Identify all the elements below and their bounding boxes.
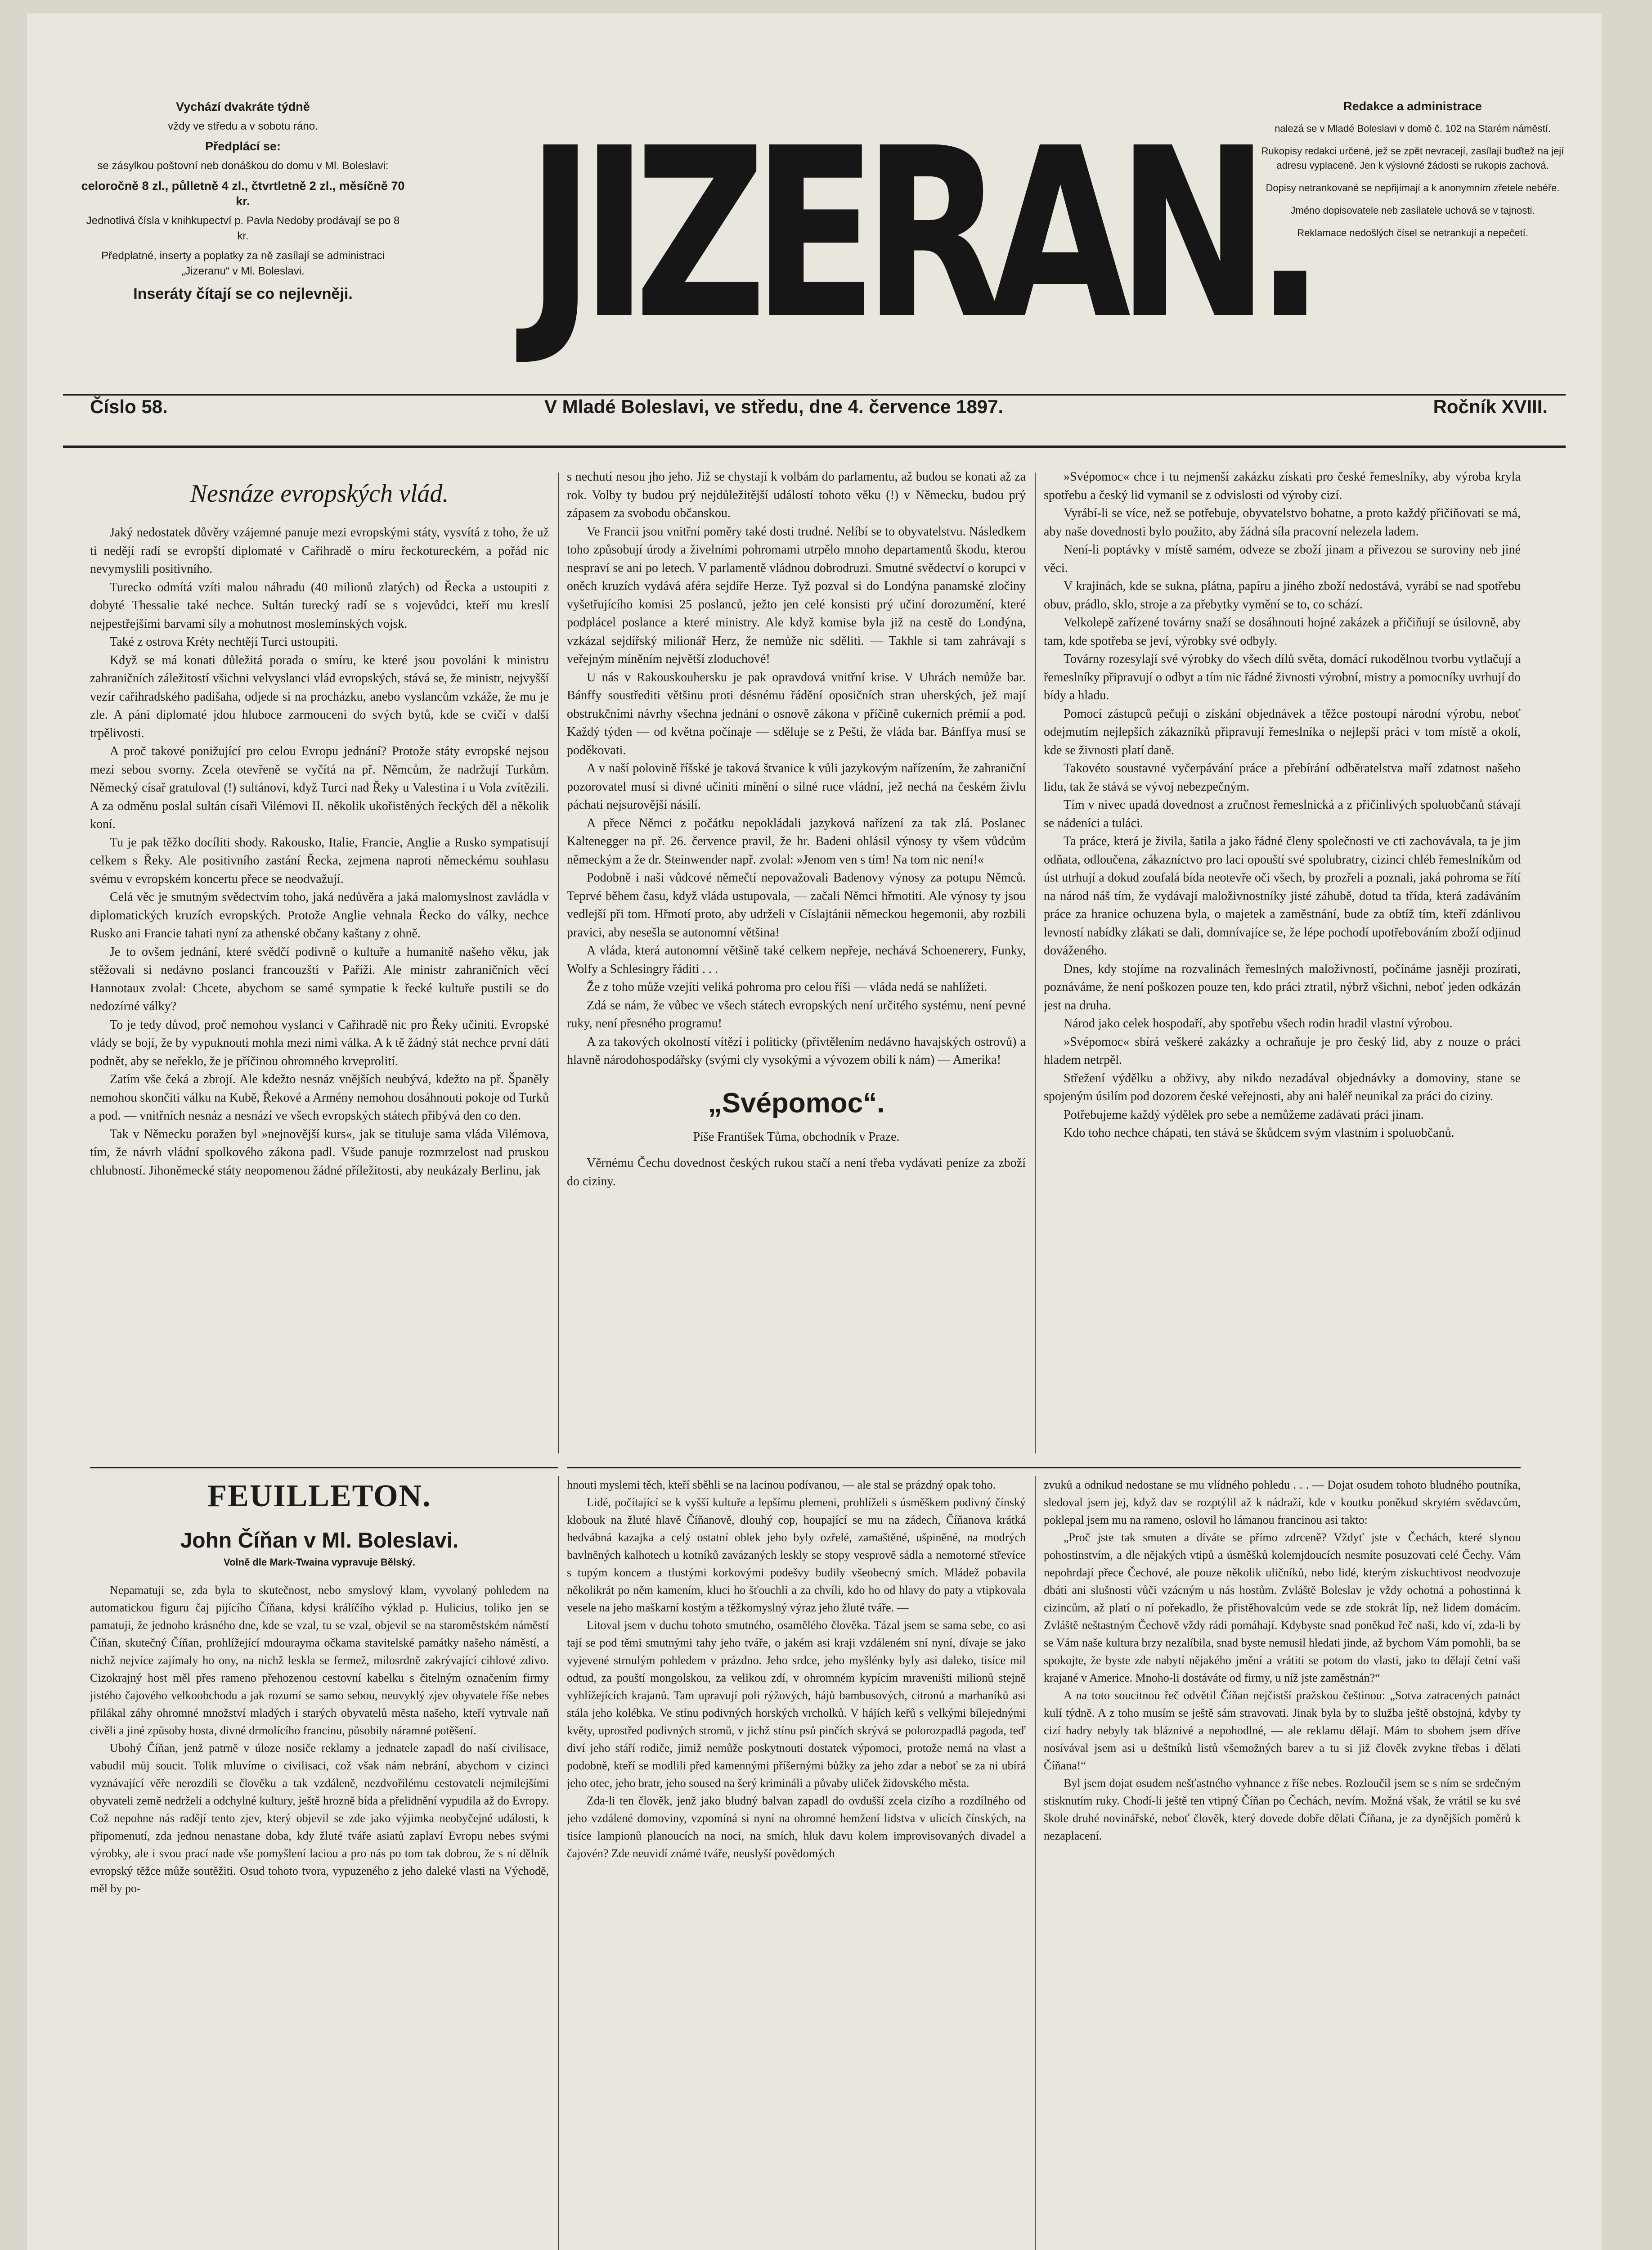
paragraph: Takovéto soustavné vyčerpávání práce a přebírání odběratelstva maří zdatnost našeho lidu, tak že stává se vývoj nebezpečným. (1044, 761, 1521, 794)
paragraph: Tu je pak těžko docíliti shody. Rakousko, Italie, Francie, Anglie a Rusko sympatisují celkem s Řeky. Ale positivního zastání Řecka, zejmena naproti německému souhlasu svému v evropském koncertu přece se neodvažují. (90, 835, 549, 886)
feuilleton-subtitle: Volně dle Mark-Twaina vypravuje Bělský. (224, 1557, 415, 1568)
paragraph: Lidé, počítající se k vyšší kultuře a lepšímu plemeni, prohlíželi s úsměškem podivný čínský klobouk na žluté hlavě Číňanově, dlouhý cop, houpající se mu na zádech, Číňanova krátká hedvábná kazajka a celý ostatní oblek jeho byly ozřelé, zamaštěné, ušpiněné, na modrých bavlněných kalhotech u kotníků zavázaných leskly se stopy vesprově sádla a nemotorné střevíce s tupým koncem a tlustými korkovými podešvy budily všeobecný smích. Mládež pobavila několikrát po něm kamením, kluci ho šťouchli a za chvíli, kdo ho od hlavy do paty a vtipkovala vesele na jeho maškarní kostým a těžkomyslný výraz jeho žluté tváře. — (567, 1496, 1026, 1614)
paragraph: Zdá se nám, že vůbec ve všech státech evropských není určitého systému, není pevné ruky, není přesného programu! (567, 998, 1026, 1030)
letters-info: Dopisy netrankované se nepřijímají a k anonymním zřetele nebéře. (1266, 182, 1560, 194)
paragraph: V krajinách, kde se sukna, plátna, papíru a jiného zboží nedostává, vyrábí se nad spotřebu obuv, prádlo, sklo, stroje a za přebytky vymění se to, co schází. (1044, 579, 1521, 612)
article-column-1 (90, 468, 549, 1440)
paragraph: „Proč jste tak smuten a díváte se přímo zdrceně? Vždyť jste v Čechách, které slynou pohostinstvím, a dle nějakých vtipů a úsměšků kolemjdoucích nesmíte posuzovati celé Čechy. Vám nepohrdají přece Čechové, ale pouze několik uličníků, nebo lidé, kterým ziskuchtivost neodvozuje dbáti ani slušnosti vůči vzácným u nás hostům. Zvláště Boleslav je vždy ochotná a pohostinná k cizincům, až platí o ní pořekadlo, že přistěhovalcům vede se zde stokrát líp, než lidem domácím. Zvláště neštastným Čechově vždy rádi pomáhají. Kdybyste snad poněkud řeč naši, kdo ví, zda-li by se Vám naše kultura brzy nezalíbila, snad byste nemusil hledati jinde, až bychom Vám pomohli, ba se spokojte, že byste zde nabytí nějakého jmění a vrátiti se potom do vlasti, jako to dělají četní vaši krajané v Americe. Mnoho-li dostáváte od firmy, u níž jste zaměstnán?“ (1044, 1531, 1521, 1684)
feuilleton-heading: FEUILLETON. (207, 1479, 431, 1513)
complaints-info: Reklamace nedošlých čísel se netrankují a nepečetí. (1297, 227, 1528, 238)
paragraph: Tím v nivec upadá dovednost a zručnost řemeslnická a z přičinlivých spoluobčanů stávají se nádeníci a tuláci. (1044, 798, 1521, 830)
newspaper-title: JIZERAN. (526, 98, 1311, 370)
dateline (90, 396, 1548, 423)
feuilleton-title: John Číňan v Ml. Boleslavi. (180, 1529, 459, 1552)
editorial-info (1251, 99, 1575, 248)
paragraph: Když se má konati důležitá porada o smíru, ke které jsou povoláni k ministru zahraničních záležitostí všichni velvyslanci vlád evropských, stává se, že ministr, nejvyšší vezír cařihradského padišaha, odjede si na procházku, anebo vyslancům vzkáže, že mu je zle. A páni diplomaté jdou hluboce zarmouceni do svých bytů, kde se cvičí v další trpělivosti. (90, 653, 549, 740)
feuilleton-column-3 (1044, 1476, 1521, 2250)
paragraph: Vyrábí-li se více, než se potřebuje, obyvatelstvo bohatne, a proto každý přičiňovati se má, aby naše dovednosti bylo použito, aby žádná síla pracovní nelezela ladem. (1044, 506, 1521, 539)
manuscripts-info: Rukopisy redakci určené, jež se zpět nevracejí, zasílají buďtež na její adresu vyplaceně. Jen k výslovné žádosti se rukopis zachová. (1261, 145, 1564, 171)
paragraph: Továrny rozesylají své výrobky do všech dílů světa, domácí rukodělnou tvorbu vytlačují a řemeslníky připravují o odbyt a tím nic řádné živnosti výrobní, mistry a pomocníky uvrhují do bídy a hladu. (1044, 652, 1521, 702)
paragraph: Střežení výdělku a obživy, aby nikdo nezadával objednávky a domoviny, stane se spojeným úsilím pod dozorem české veřejnosti, aby ani haléř neunikal za práci do ciziny. (1044, 1071, 1521, 1103)
paragraph: Věrnému Čechu dovednost českých rukou stačí a není třeba vydávati peníze za zboží do ciziny. (567, 1156, 1026, 1188)
feuilleton-column-2 (567, 1476, 1026, 2250)
column-divider (558, 472, 559, 1454)
ads-info: Inseráty čítají se co nejlevněji. (133, 285, 353, 302)
column-divider (558, 1476, 559, 2250)
paragraph: »Svépomoc« chce i tu nejmenší zakázku získati pro české řemeslníky, aby výroba kryla spotřebu a český lid vymanil se z odvislosti od výroby cizí. (1044, 470, 1521, 502)
paragraph: Podobně i naši vůdcové němečtí nepovažovali Badenovy výnosy za potupu Němců. Teprvé během času, když vláda ustupovala, — začali Němci hřmotiti. Ale výnosy ty jsou vedlejší při tom. Hřmotí proto, aby udrželi v Císlajtánii německou hegemonii, aby rozbili pravici, aby nesešla se autonomní většina! (567, 871, 1026, 940)
article-column-3 (1044, 468, 1521, 1458)
paragraph: A přece Němci z počátku nepokládali jazyková nařízení za tak zlá. Poslanec Kaltenegger na př. 26. července pravil, že hr. Badeni ohlásil výnosy ty všem vůdcům německým a že dr. Steinwender např. zvolal: »Jenom ven s tím! Na tom nic není!« (567, 816, 1026, 867)
paragraph: Není-li poptávky v místě samém, odveze se zboží jinam a přivezou se suroviny neb jiné věci. (1044, 543, 1521, 575)
paragraph: Byl jsem dojat osudem nešťastného vyhnance z říše nebes. Rozloučil jsem se s ním se srdečným stisknutím ruky. Chodí-li ještě ten vtipný Číňan po Čechách, nevím. Možná však, že vrátil se ku své škole druhé novinářské, neboť člověk, který dovede dobře dělati Číňana, je za dynějších poměrů k nezaplacení. (1044, 1777, 1521, 1842)
paragraph: Je to ovšem jednání, které svědčí podivně o kultuře a humanitě našeho věku, jak stěžovali si nedávno poslanci francouzští v Paříži. Ale ministr zahraničních věcí Hannotaux zvolal: Chcete, abychom se samé sympatie k řecké kultuře pustili se do nedozírné války? (90, 945, 549, 1013)
paragraph: Národ jako celek hospodaří, aby spotřebu všech rodin hradil vlastní výrobou. (1064, 1017, 1453, 1030)
editorial-heading: Redakce a administrace (1343, 99, 1482, 113)
paragraph: Jaký nedostatek důvěry vzájemné panuje mezi evropskými státy, vysvítá z toho, že už ti nedějí radí se evropští diplomaté v Cařihradě o míru řeckotureckém, a pořád nic nevymyslili positivního. (90, 526, 549, 576)
feuilleton-column-1 (90, 1476, 549, 2250)
payment-info: Předplatné, inserty a poplatky za ně zasílají se administraci „Jizeranu“ v Ml. Boleslavi. (101, 250, 385, 277)
single-copy-info: Jednotlivá čísla v knihkupectví p. Pavla Nedoby prodávají se po 8 kr. (86, 215, 400, 242)
paragraph: Velkolepě zařízené továrny snaží se dosáhnouti hojné zakázek a přičiňují se úsilovně, aby tam, kde spotřeba se jeví, výrobky své odbyly. (1044, 616, 1521, 648)
paragraph: Kdo toho nechce chápati, ten stává se škůdcem svým vlastním i spoluobčanů. (1064, 1126, 1454, 1140)
paragraph: Nepamatuji se, zda byla to skutečnost, nebo smyslový klam, vyvolaný pohledem na automatickou figuru čaj pijícího Číňana, kdysi králíčího výklad p. Hulicius, toliko jen se pamatuji, že jednoho krásného dne, kde se vzal, tu se vzal, objevil se na staroměstském náměstí Číňan, skutečný Číňan, prohlížející mdourayma očkama stavitelské památky našeho náměstí, a nichž nejvíce zajímaly ho ony, na nichž leskla se fermež, milosrdně zakrývající cihlové zdivo. Cizokrajný host měl přes rameno přehozenou cestovní kabelku s čitelným označením firmy jistého čajového velkoobchodu a jak rozumí se samo sebou, neuvyklý zjev obyvatele říše nebes přilákal záhy ohromné množství mladých i starých obyvatelů města našeho, kteří vytrvale naň civěli a jiné způsoby hosta, divné drmolícího francinu, působily náramné potěšení. (90, 1584, 549, 1737)
paragraph: hnouti myslemi těch, kteří sběhli se na lacinou podívanou, — ale stal se prázdný opak toho. (567, 1478, 996, 1491)
subscription-delivery: se zásylkou poštovní neb donáškou do domu v Ml. Boleslavi: (97, 160, 389, 172)
masthead-rule-bottom (63, 446, 1566, 448)
svepomoc-byline: Píše František Tůma, obchodník v Praze. (693, 1130, 900, 1144)
paragraph: Také z ostrova Kréty nechtějí Turci ustoupiti. (110, 635, 338, 649)
issue-days: vždy ve středu a v sobotu ráno. (168, 120, 318, 132)
paragraph: A na toto soucitnou řeč odvětil Číňan nejčistší pražskou češtinou: „Sotva zatracených patnáct kulí týdně. A z toho musím se ještě sám stravovati. Jinak byla by to služba ještě obstojná, kdyby ty cizí hadry nebyly tak bláznivé a nepohodlné, — ale reklamu dělají. Mám to sbohem jsem dříve nosívával jsem asi u deštníků listů všemožných barev a tu si již člověk zvykne třebas i dělati Číňana!“ (1044, 1689, 1521, 1772)
paragraph: Ta práce, která je živila, šatila a jako řádné členy společnosti ve cti zachovávala, ta je jim odňata, odloučena, zákazníctvo pro laci opouští své spolubratry, cizinci chléb řemeslníkům od úst utrhují a dokud zoufalá bída neotevře oči všech, by prozřeli a poznali, jaká pohroma se řítí na národ náš tím, že vydávají maloživnostníky jisté záhubě, dotud ta třída, která zadáváním práce za hranice ochuzena byla, o majetek a zaměstnání, bude za obtíž tím, kteří zdánlivou levností nabídky zlákati se dali, domnívajíce se, že lépe pochodí upotřebováním zboží odjinud dováženého. (1044, 834, 1521, 958)
paragraph: A za takových okolností vítězí i politicky (přivtělením nedávno havajských ostrovů) a hlavně národohospodářsky (svými cly vysokými a vývozem obilí k nám) — Amerika! (567, 1035, 1026, 1067)
article-column-2 (567, 468, 1026, 1458)
anonymity-info: Jméno dopisovatele neb zasílatele uchová se v tajnosti. (1290, 205, 1535, 216)
paragraph: To je tedy důvod, proč nemohou vyslanci v Cařihradě nic pro Řeky učiniti. Evropské vlády se bojí, že by vypuknouti mohla mezi nimi válka. A k tě žádný stát nechce první dáti podnět, aby se neřeklo, že je příčinou ohromného krveprolití. (90, 1017, 549, 1068)
column-divider (1035, 472, 1036, 1454)
editorial-address: nalezá se v Mladé Boleslavi v domě č. 102 na Starém náměstí. (1275, 123, 1551, 134)
masthead (54, 81, 1593, 396)
paragraph: Zatím vše čeká a zbrojí. Ale kdežto nesnáz vnějších neubývá, kdežto na př. Španěly nemohou skončiti válku na Kubě, Řekové a Armény nemohou dosáhnouti pokoje od Turků a pod. — vnitřních nesnáz a nesnází ve všech evropských státech přibývá den co den. (90, 1072, 549, 1123)
feuilleton-rule (90, 1467, 558, 1468)
paragraph: A v naší polovině říšské je taková štvanice k vůli jazykovým nařízením, že zahraniční pozorovatel musí si divné učiniti mínění o silné ruce vládní, jež nechá na českém živlu páchati nejsurovější násilí. (567, 761, 1026, 812)
subscription-prices: celoročně 8 zl., půlletně 4 zl., čtvrtletně 2 zl., měsíčně 70 kr. (81, 179, 405, 208)
issue-number: Číslo 58. (90, 396, 168, 417)
paragraph: Dnes, kdy stojíme na rozvalinách řemeslných maloživností, počínáme jasněji prozírati, poznáváme, že není poškozen pouze ten, kdo práci ztratil, nýbrž všichni, neboť jeden odkázán jest na druha. (1044, 962, 1521, 1012)
feuilleton-rule (567, 1467, 1521, 1468)
paragraph: »Svépomoc« sbírá veškeré zakázky a ochraňuje je pro český lid, aby z nouze o práci hladem netrpěl. (1044, 1035, 1521, 1067)
svepomoc-title: „Svépomoc“. (708, 1087, 885, 1119)
newspaper-page (27, 14, 1602, 2250)
column-divider (1035, 1476, 1036, 2250)
paragraph: s nechutí nesou jho jeho. Již se chystají k volbám do parlamentu, až budou se konati až za rok. Volby ty budou prý nejdůležitější událostí tohoto věku (!) v Německu, budou prý zápasem za svobodu občanskou. (567, 470, 1026, 520)
masthead-rule-top (63, 394, 1566, 396)
paragraph: Turecko odmítá vzíti malou náhradu (40 milionů zlatých) od Řecka a ustoupiti z dobyté Thessalie také nechce. Sultán turecký radí se s vojevůdci, kteří mu kreslí nejpestřejšími barvami síly a mohutnost moslemínských vojsk. (90, 580, 549, 631)
issue-frequency: Vychází dvakráte týdně (176, 100, 310, 113)
volume-number: Ročník XVIII. (1433, 396, 1548, 417)
subscription-info (81, 99, 405, 306)
paragraph: Litoval jsem v duchu tohoto smutného, osamělého člověka. Tázal jsem se sama sebe, co asi tají se pod těmi smutnými tahy jeho tváře, o jakém asi kraji vzdáleném sní nyní, dívaje se jako vyjevené strnulým pohledem v prázdno. Jeho srdce, jeho myšlénky byly asi daleko, tisíce mil odtud, za pouští mongolskou, za velikou zdí, v ohromném kypícím mraveništi milionů stejně vyhlížejících krajanů. Tam upravují poli rýžových, hájů bambusových, citronů a marhaníků asi stála jeho kolébka. Ve stínu podivných horských vrcholků. V hájích keřů s velkými bílejednými květy, uprostřed podivných stromů, v jichž stínu psů pinčích skrývá se polorozpadlá pagoda, teď diví jeho stáří rodiče, jimiž nemůže poskytnouti dostatek výpomoci, protože nemá na vlast a podobně, kteří se modlili před kamennými příšernými bůžky za jeho zdar a neboť se za ni ubírá jeho otec, jeho bratr, jeho soused na šerý krimináli a půvaby uliček židovského města. (567, 1619, 1026, 1790)
article-title: Nesnáze evropských vlád. (190, 480, 449, 508)
paragraph: Pomocí zástupců pečují o získání objednávek a těžce postoupí národní výrobu, neboť odejmutím nejlepších zákazníků připravují řemeslníka o nejlepší práci v tom místě a okolí, kde se živnosti platí daně. (1044, 706, 1521, 757)
paragraph: Ubohý Číňan, jenž patrně v úloze nosiče reklamy a jednatele zapadl do naší civilisace, vabudil můj soucit. Tolik mluvíme o civilisaci, což však nám nebrání, abychom v cizinci vyznávající věře nerozdili se člověku a tak vzdáleně, nezdvořilému cestovateli nejmilejšími obyvateli země nedrželi a odchylné kultury, ještě hrozně bída a přelidnění vypudila až do Evropy. Což nepohne nás radějí tento zjev, který objevil se zde jako výjimka neobyčejné události, k připomenutí, zda jednou nenastane doba, kdy žluté tváře asiatů zaplaví Evropu nebes svými výrobky, ale i svou prací nade vše pomyšlení laciou a pro nás po tom tak dobrou, že s ní dělník evropský těžce může soutěžiti. Osud tohoto tvora, vypuzeného z jeho daleké vlasti na Východě, měl by po- (90, 1742, 549, 1895)
paragraph: Že z toho může vzejíti veliká pohroma pro celou říši — vláda nedá se nahlížeti. (587, 980, 988, 994)
paragraph: Potřebujeme každý výdělek pro sebe a nemůžeme zadávati práci jinam. (1064, 1107, 1424, 1122)
paragraph: A vláda, která autonomní většině také celkem nepřeje, nechává Schoenerery, Funky, Wolfy a Schlesingry řáditi . . . (567, 944, 1026, 976)
paragraph: U nás v Rakouskouhersku je pak opravdová vnitřní krise. V Uhrách nemůže bar. Bánffy soustřediti většinu proti désnému řádění oposičních stran uherských, jež mají obstrukčními návrhy všechna jednání o osnově zákona v příčině cukerních prémií a pod. Každý týden — od května počínaje — sděluje se z Pešti, že vláda bar. Bánffya musí se poděkovati. (567, 670, 1026, 757)
paragraph: Zda-li ten člověk, jenž jako bludný balvan zapadl do ovdušší zcela cizího a rozdílného od jeho vzdálené domoviny, vzpomíná si nyní na ohromné hemžení lidstva v ulicích čínských, na tisíce lampionů planoucích na noci, na smích, hluk davu kolem improvisovaných divadel a čajovén? Zde neuvidí známé tváře, neuslyší povědomých (567, 1794, 1026, 1860)
paragraph: Ve Francii jsou vnitřní poměry také dosti trudné. Nelíbí se to obyvatelstvu. Následkem toho způsobují úrody a živelními pohromami utrpělo mnoho departamentů škodu, kterou nespraví se ani po letech. V parlamentě vládnou dobrodruzi. Smutné svědectví o korupci v oněch kruzích vydává aféra sejdíře Herze. Tyž pozval si do Londýna panamské zločiny vyšetřujícího komisi 25 poslanců, ježto jen celé konsisti prý učiní dorozumění, které podplácel poslance a které ministry. Ale když komise byla již na cestě do Londýna, vzkázal sejdířský milionář Herz, že nemůže nic sděliti. — Takhle si tam zahrávají s veřejným míněním největší zloduchové! (567, 524, 1026, 666)
subscription-heading: Předplácí se: (205, 140, 281, 153)
paragraph: zvuků a odnikud nedostane se mu vlídného pohledu . . . — Dojat osudem tohoto bludného poutníka, sledoval jsem jej, když dav se rozptýlil až k nádraží, kde v koutku poněkud skrytém svědavcům, poklepal jsem mu na rameno, oslovil ho lámanou francinou asi takto: (1044, 1478, 1521, 1526)
paragraph: Tak v Německu poražen byl »nejnovější kurs«, jak se tituluje sama vláda Vilémova, tím, že návrh vládní spolkového zákona padl. Všude panuje rozmrzelost nad pruskou chlubností. Jihoněmecké státy neopomenou žádné příležitosti, aby neukázaly Berlinu, jak (90, 1127, 549, 1178)
paragraph: Celá věc je smutným svědectvím toho, jaká nedůvěra a jaká malomyslnost zavládla v diplomatických kruzích evropských. Protože Anglie vehnala Řecko do války, nechce Rusko ani Francie tahati nyní za athenské občany kaštany z ohně. (90, 890, 549, 940)
place-date: V Mladé Boleslavi, ve středu, dne 4. července 1897. (544, 396, 1004, 417)
paragraph: A proč takové ponižující pro celou Evropu jednání? Protože státy evropské nejsou mezi sebou svorny. Zcela otevřeně se vyčítá na př. Němcům, že nadržují Turkům. Německý císař gratuloval (!) sultánovi, když Turci nad Řeky u Valestina i u Vola zvítězili. A za odměnu poslal sultán císaři Vilémovi II. několik ukořistěných řeckých děl a několik koní. (90, 744, 549, 831)
